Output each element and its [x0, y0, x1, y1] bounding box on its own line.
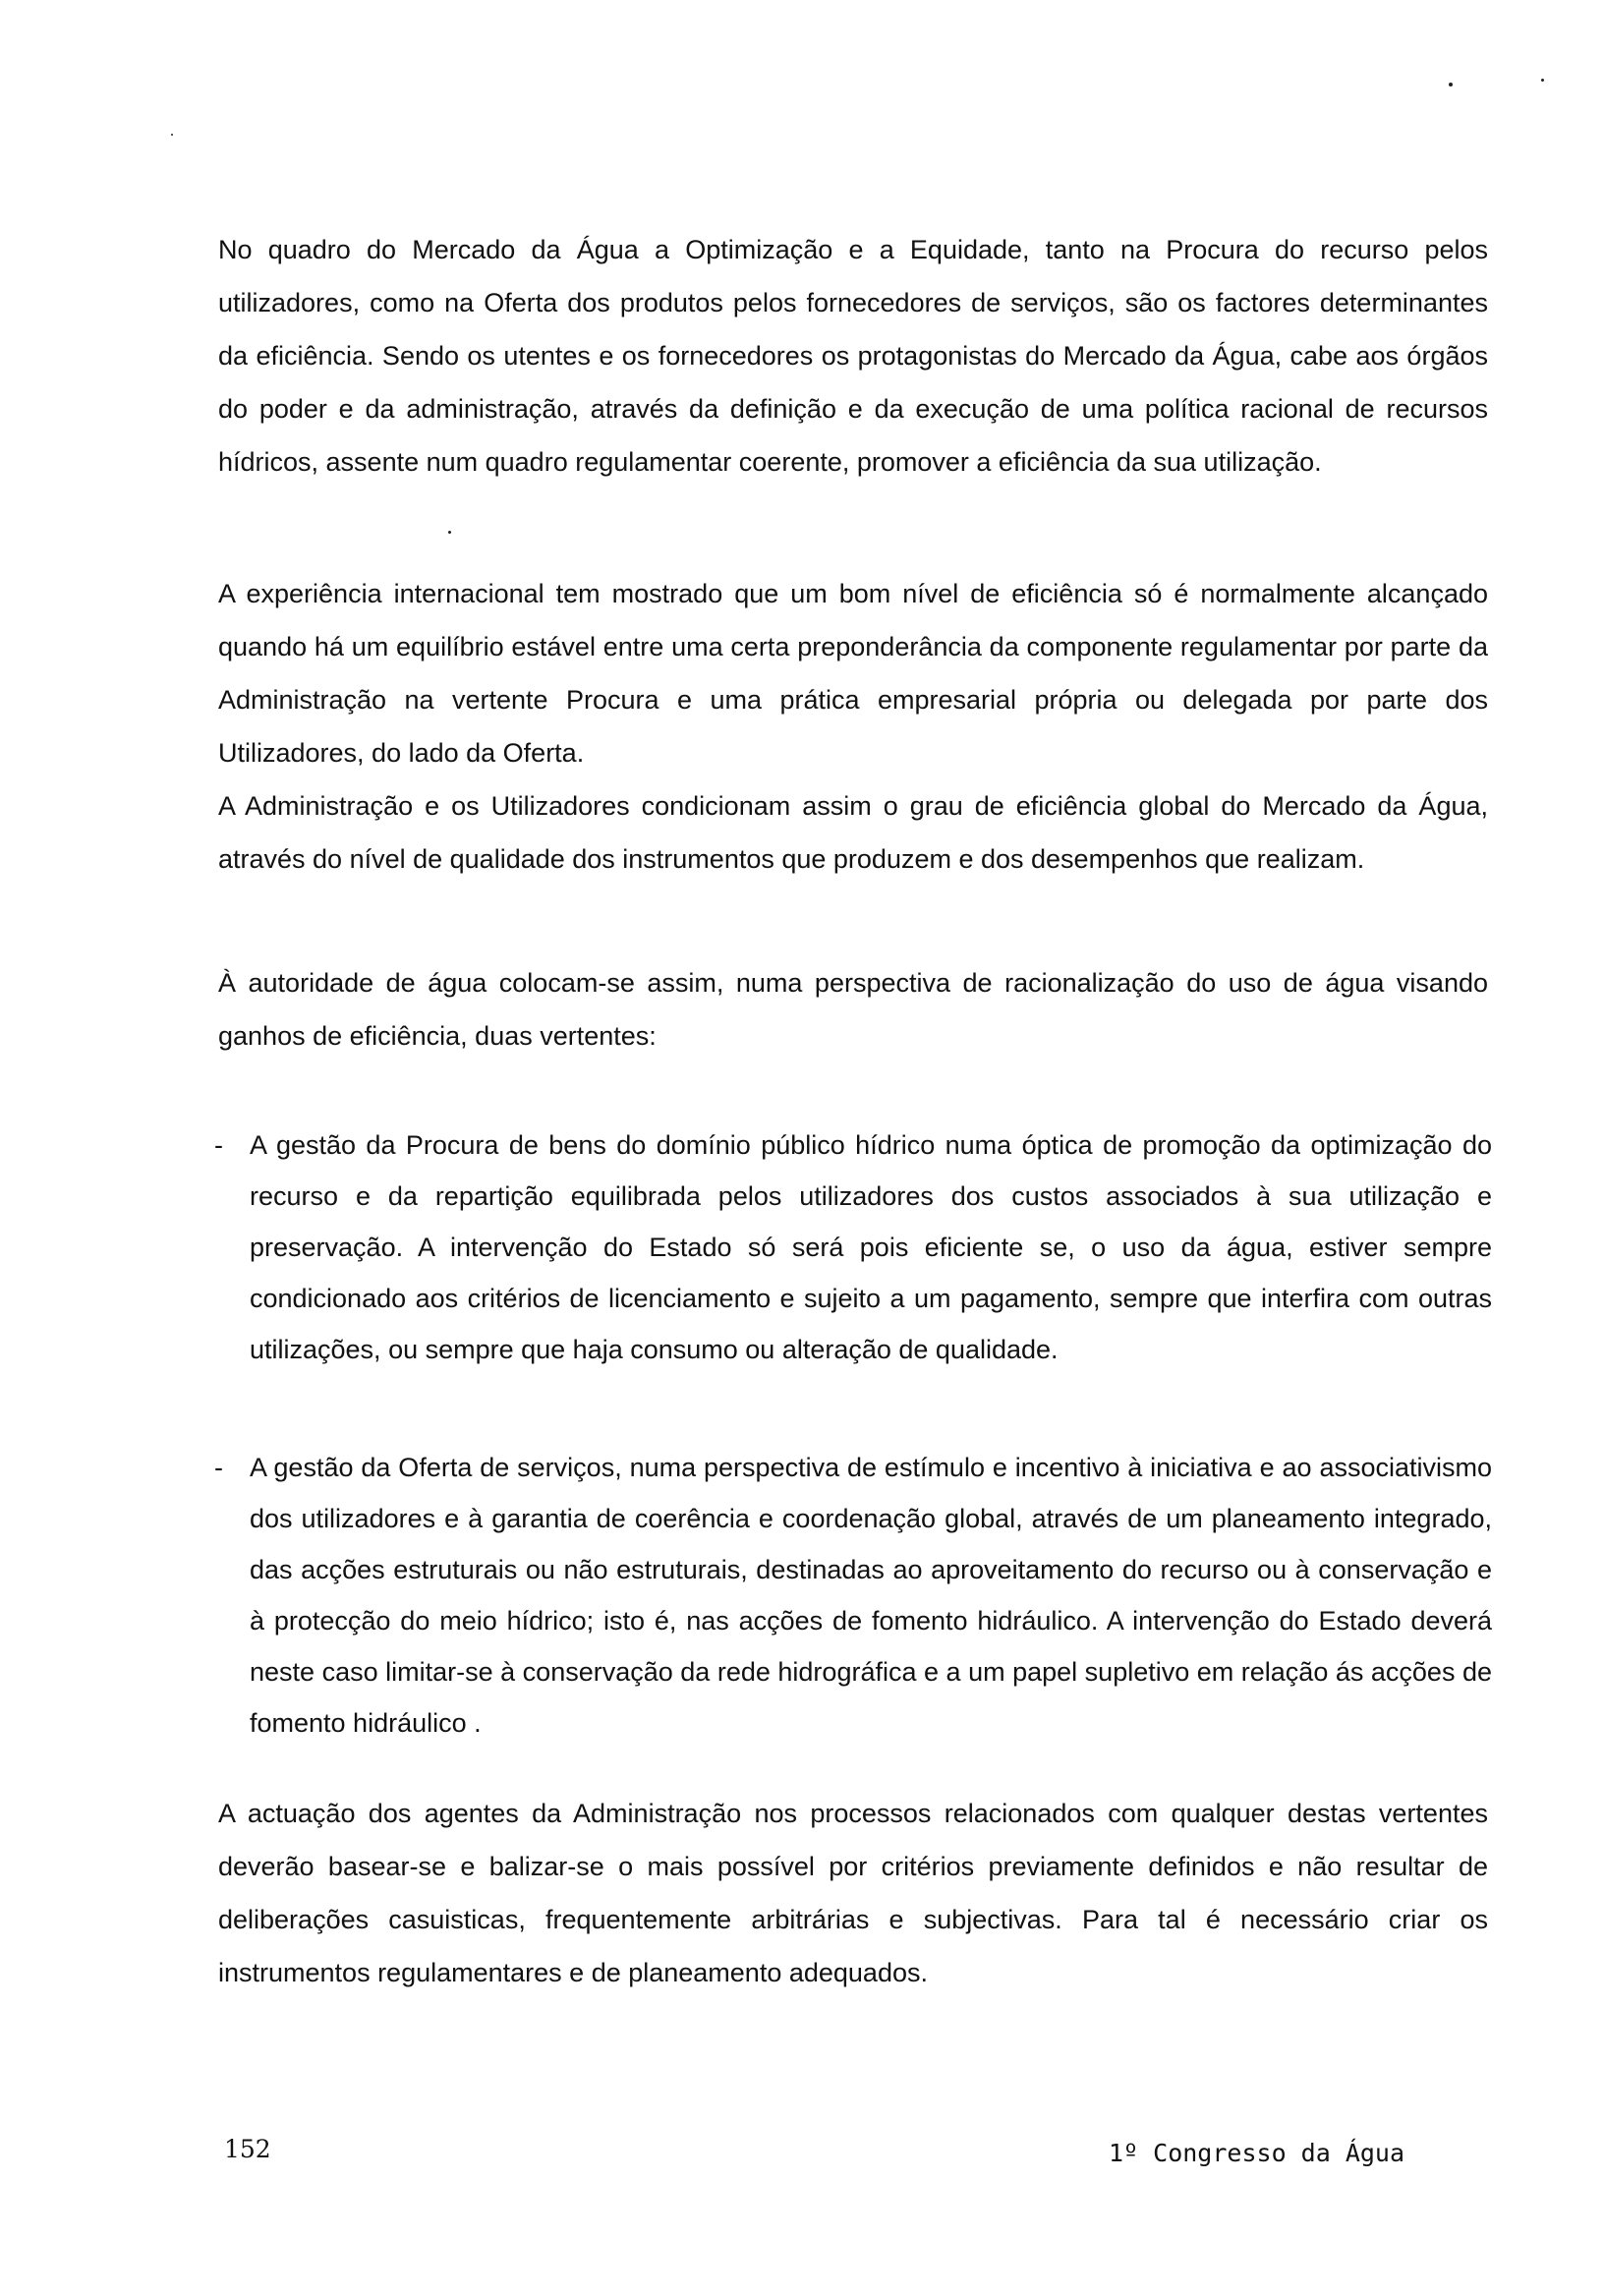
paragraph-2: [218, 567, 1488, 886]
paragraph-text: A Administração e os Utilizadores condicionam assim o grau de eficiência global do Mercado da Água, através do nível de qualidade dos instrumentos que produzem e dos desempenhos que realizam.: [218, 791, 1488, 874]
page-number: 152: [224, 2135, 271, 2163]
paragraph-text: A experiência internacional tem mostrado que um bom nível de eficiência só é normalmente alcançado quando há um equilíbrio estável entre uma certa preponderância da componente regulamentar por parte da Administração na vertente Procura e uma prática empresarial própria ou delegada por parte dos Utilizadores, do lado da Oferta.: [218, 579, 1488, 768]
paragraph-1: [218, 223, 1488, 488]
bullet-marker: -: [214, 1453, 223, 1482]
paragraph-text: À autoridade de água colocam-se assim, numa perspectiva de racionalização do uso de água visando ganhos de eficiência, duas vertentes:: [218, 968, 1488, 1051]
bullet-marker: -: [214, 1130, 223, 1160]
scan-speck: [1449, 83, 1453, 86]
paragraph-4: [218, 1787, 1488, 1999]
running-footer: 1º Congresso da Água: [1109, 2139, 1405, 2167]
bullet-text: A gestão da Procura de bens do domínio público hídrico numa óptica de promoção da optimização do recurso e da repartição equilibrada pelos utilizadores dos custos associados à sua utilização e preservação. A intervenção do Estado só será pois eficiente se, o uso da água, estiver sempre condicionado aos critérios de licenciamento e sujeito a um pagamento, sempre que interfira com outras utilizações, ou sempre que haja consumo ou alteração de qualidade.: [250, 1130, 1492, 1364]
bullet-item: [214, 1119, 1492, 1375]
paragraph-text: A actuação dos agentes da Administração nos processos relacionados com qualquer destas vertentes deverão basear-se e balizar-se o mais possível por critérios previamente definidos e não resultar de deliberações casuisticas, frequentemente arbitrárias e subjectivas. Para tal é necessário criar os instrumentos regulamentares e de planeamento adequados.: [218, 1799, 1488, 1987]
paragraph-3: [218, 956, 1488, 1062]
bullet-text: A gestão da Oferta de serviços, numa perspectiva de estímulo e incentivo à iniciativa e ao associativismo dos utilizadores e à garantia de coerência e coordenação global, através de um planeamento integrado, das acções estruturais ou não estruturais, destinadas ao aproveitamento do recurso ou à conservação e à protecção do meio hídrico; isto é, nas acções de fomento hidráulico. A intervenção do Estado deverá neste caso limitar-se à conservação da rede hidrográfica e a um papel supletivo em relação ás acções de fomento hidráulico .: [250, 1453, 1492, 1738]
scan-speck: [1541, 79, 1544, 82]
paragraph-text: No quadro do Mercado da Água a Optimização e a Equidade, tanto na Procura do recurso pelos utilizadores, como na Oferta dos produtos pelos fornecedores de serviços, são os factores determinantes da eficiência. Sendo os utentes e os fornecedores os protagonistas do Mercado da Água, cabe aos órgãos do poder e da administração, através da definição e da execução de uma política racional de recursos hídricos, assente num quadro regulamentar coerente, promover a eficiência da sua utilização.: [218, 235, 1488, 477]
scan-speck: [448, 531, 451, 534]
scan-speck: [171, 134, 173, 136]
bullet-item: [214, 1442, 1492, 1749]
